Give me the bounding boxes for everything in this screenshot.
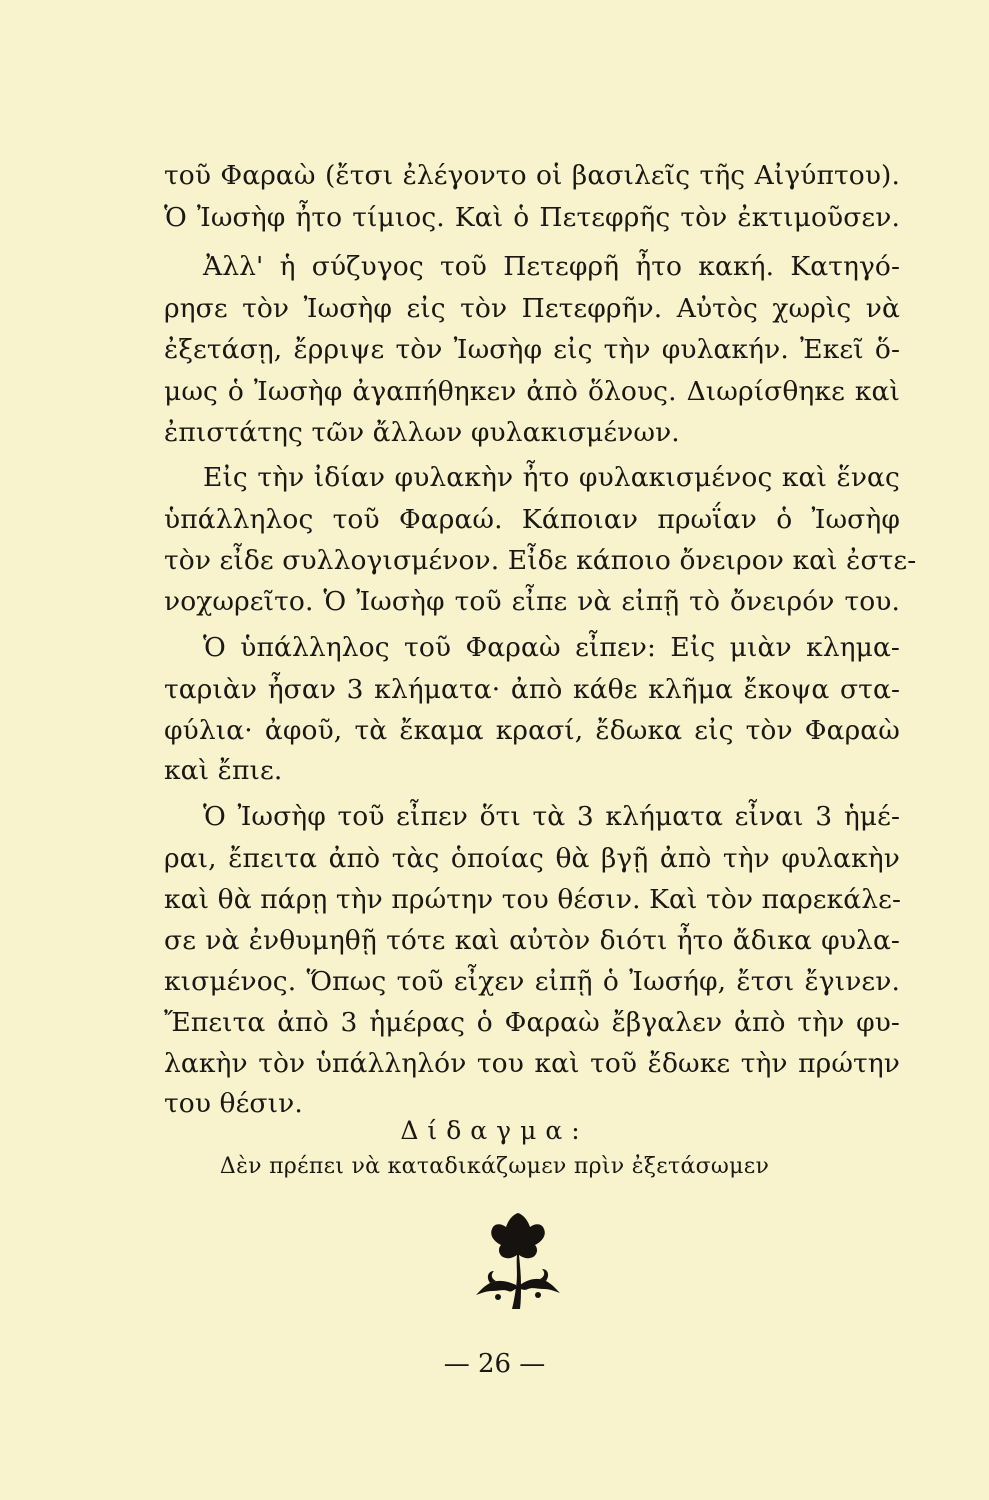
lesson-heading: Δίδαγμα: bbox=[400, 1116, 589, 1145]
text-line: τοῦ Φαραὼ (ἔτσι ἐλέγοντο οἱ βασιλεῖς τῆς Αἰγύπτου). bbox=[164, 160, 900, 191]
text-line: Ὁ Ἰωσὴφ ἦτο τίμιος. Καὶ ὁ Πετεφρῆς τὸν ἐκτιμοῦσεν. bbox=[164, 202, 900, 233]
text-line: Ὁ Ἰωσὴφ τοῦ εἶπεν ὅτι τὰ 3 κλήματα εἶναι 3 ἡμέ- bbox=[203, 801, 900, 832]
text-line: μως ὁ Ἰωσὴφ ἀγαπήθηκεν ἀπὸ ὅλους. Διωρίσθηκε καὶ bbox=[164, 376, 900, 407]
text-line: Ἀλλ' ἡ σύζυγος τοῦ Πετεφρῆ ἦτο κακή. Κατηγό- bbox=[203, 251, 900, 282]
vine-leaf-ornament-icon bbox=[468, 1205, 568, 1315]
page-number: — 26 — bbox=[443, 1349, 546, 1379]
text-line: λακὴν τὸν ὑπάλληλόν του καὶ τοῦ ἔδωκε τὴν πρώτην bbox=[164, 1048, 900, 1079]
text-line: Ἔπειτα ἀπὸ 3 ἡμέρας ὁ Φαραὼ ἔβγαλεν ἀπὸ τὴν φυ- bbox=[164, 1007, 900, 1038]
text-line: του θέσιν. bbox=[164, 1088, 303, 1119]
text-line: ταριὰν ἦσαν 3 κλήματα· ἀπὸ κάθε κλῆμα ἔκοψα στα- bbox=[164, 674, 900, 705]
text-line: Εἰς τὴν ἰδίαν φυλακὴν ἦτο φυλακισμένος καὶ ἕνας bbox=[203, 462, 900, 493]
text-line: καὶ θὰ πάρῃ τὴν πρώτην του θέσιν. Καὶ τὸν παρεκάλε- bbox=[164, 884, 902, 915]
text-line: νοχωρεῖτο. Ὁ Ἰωσὴφ τοῦ εἶπε νὰ εἰπῇ τὸ ὄνειρόν του. bbox=[164, 586, 900, 617]
text-line: Ὁ ὑπάλληλος τοῦ Φαραὼ εἶπεν: Εἰς μιὰν κλημα- bbox=[203, 632, 900, 663]
text-line: ἐπιστάτης τῶν ἄλλων φυλακισμένων. bbox=[164, 417, 680, 448]
text-line: κισμένος. Ὅπως τοῦ εἶχεν εἰπῇ ὁ Ἰωσήφ, ἔτσι ἔγινεν. bbox=[164, 966, 900, 997]
lesson-text: Δὲν πρέπει νὰ καταδικάζωμεν πρὶν ἐξετάσωμεν bbox=[219, 1154, 770, 1179]
text-line: ραι, ἔπειτα ἀπὸ τὰς ὁποίας θὰ βγῇ ἀπὸ τὴν φυλακὴν bbox=[164, 843, 900, 874]
text-line: ρησε τὸν Ἰωσὴφ εἰς τὸν Πετεφρῆν. Αὐτὸς χωρὶς νὰ bbox=[164, 293, 900, 324]
text-line: τὸν εἶδε συλλογισμένον. Εἶδε κάποιο ὄνειρον καὶ ἐστε- bbox=[164, 545, 917, 576]
text-line: ἐξετάσῃ, ἔρριψε τὸν Ἰωσὴφ εἰς τὴν φυλακήν. Ἐκεῖ ὅ- bbox=[164, 334, 900, 365]
text-line: φύλια· ἀφοῦ, τὰ ἔκαμα κρασί, ἔδωκα εἰς τὸν Φαραὼ bbox=[164, 715, 900, 746]
text-line: σε νὰ ἐνθυμηθῇ τότε καὶ αὐτὸν διότι ἦτο ἄδικα φυλα- bbox=[164, 925, 900, 956]
text-line: ὑπάλληλος τοῦ Φαραώ. Κάποιαν πρωΐαν ὁ Ἰωσὴφ bbox=[164, 504, 900, 535]
text-line: καὶ ἔπιε. bbox=[164, 755, 283, 786]
